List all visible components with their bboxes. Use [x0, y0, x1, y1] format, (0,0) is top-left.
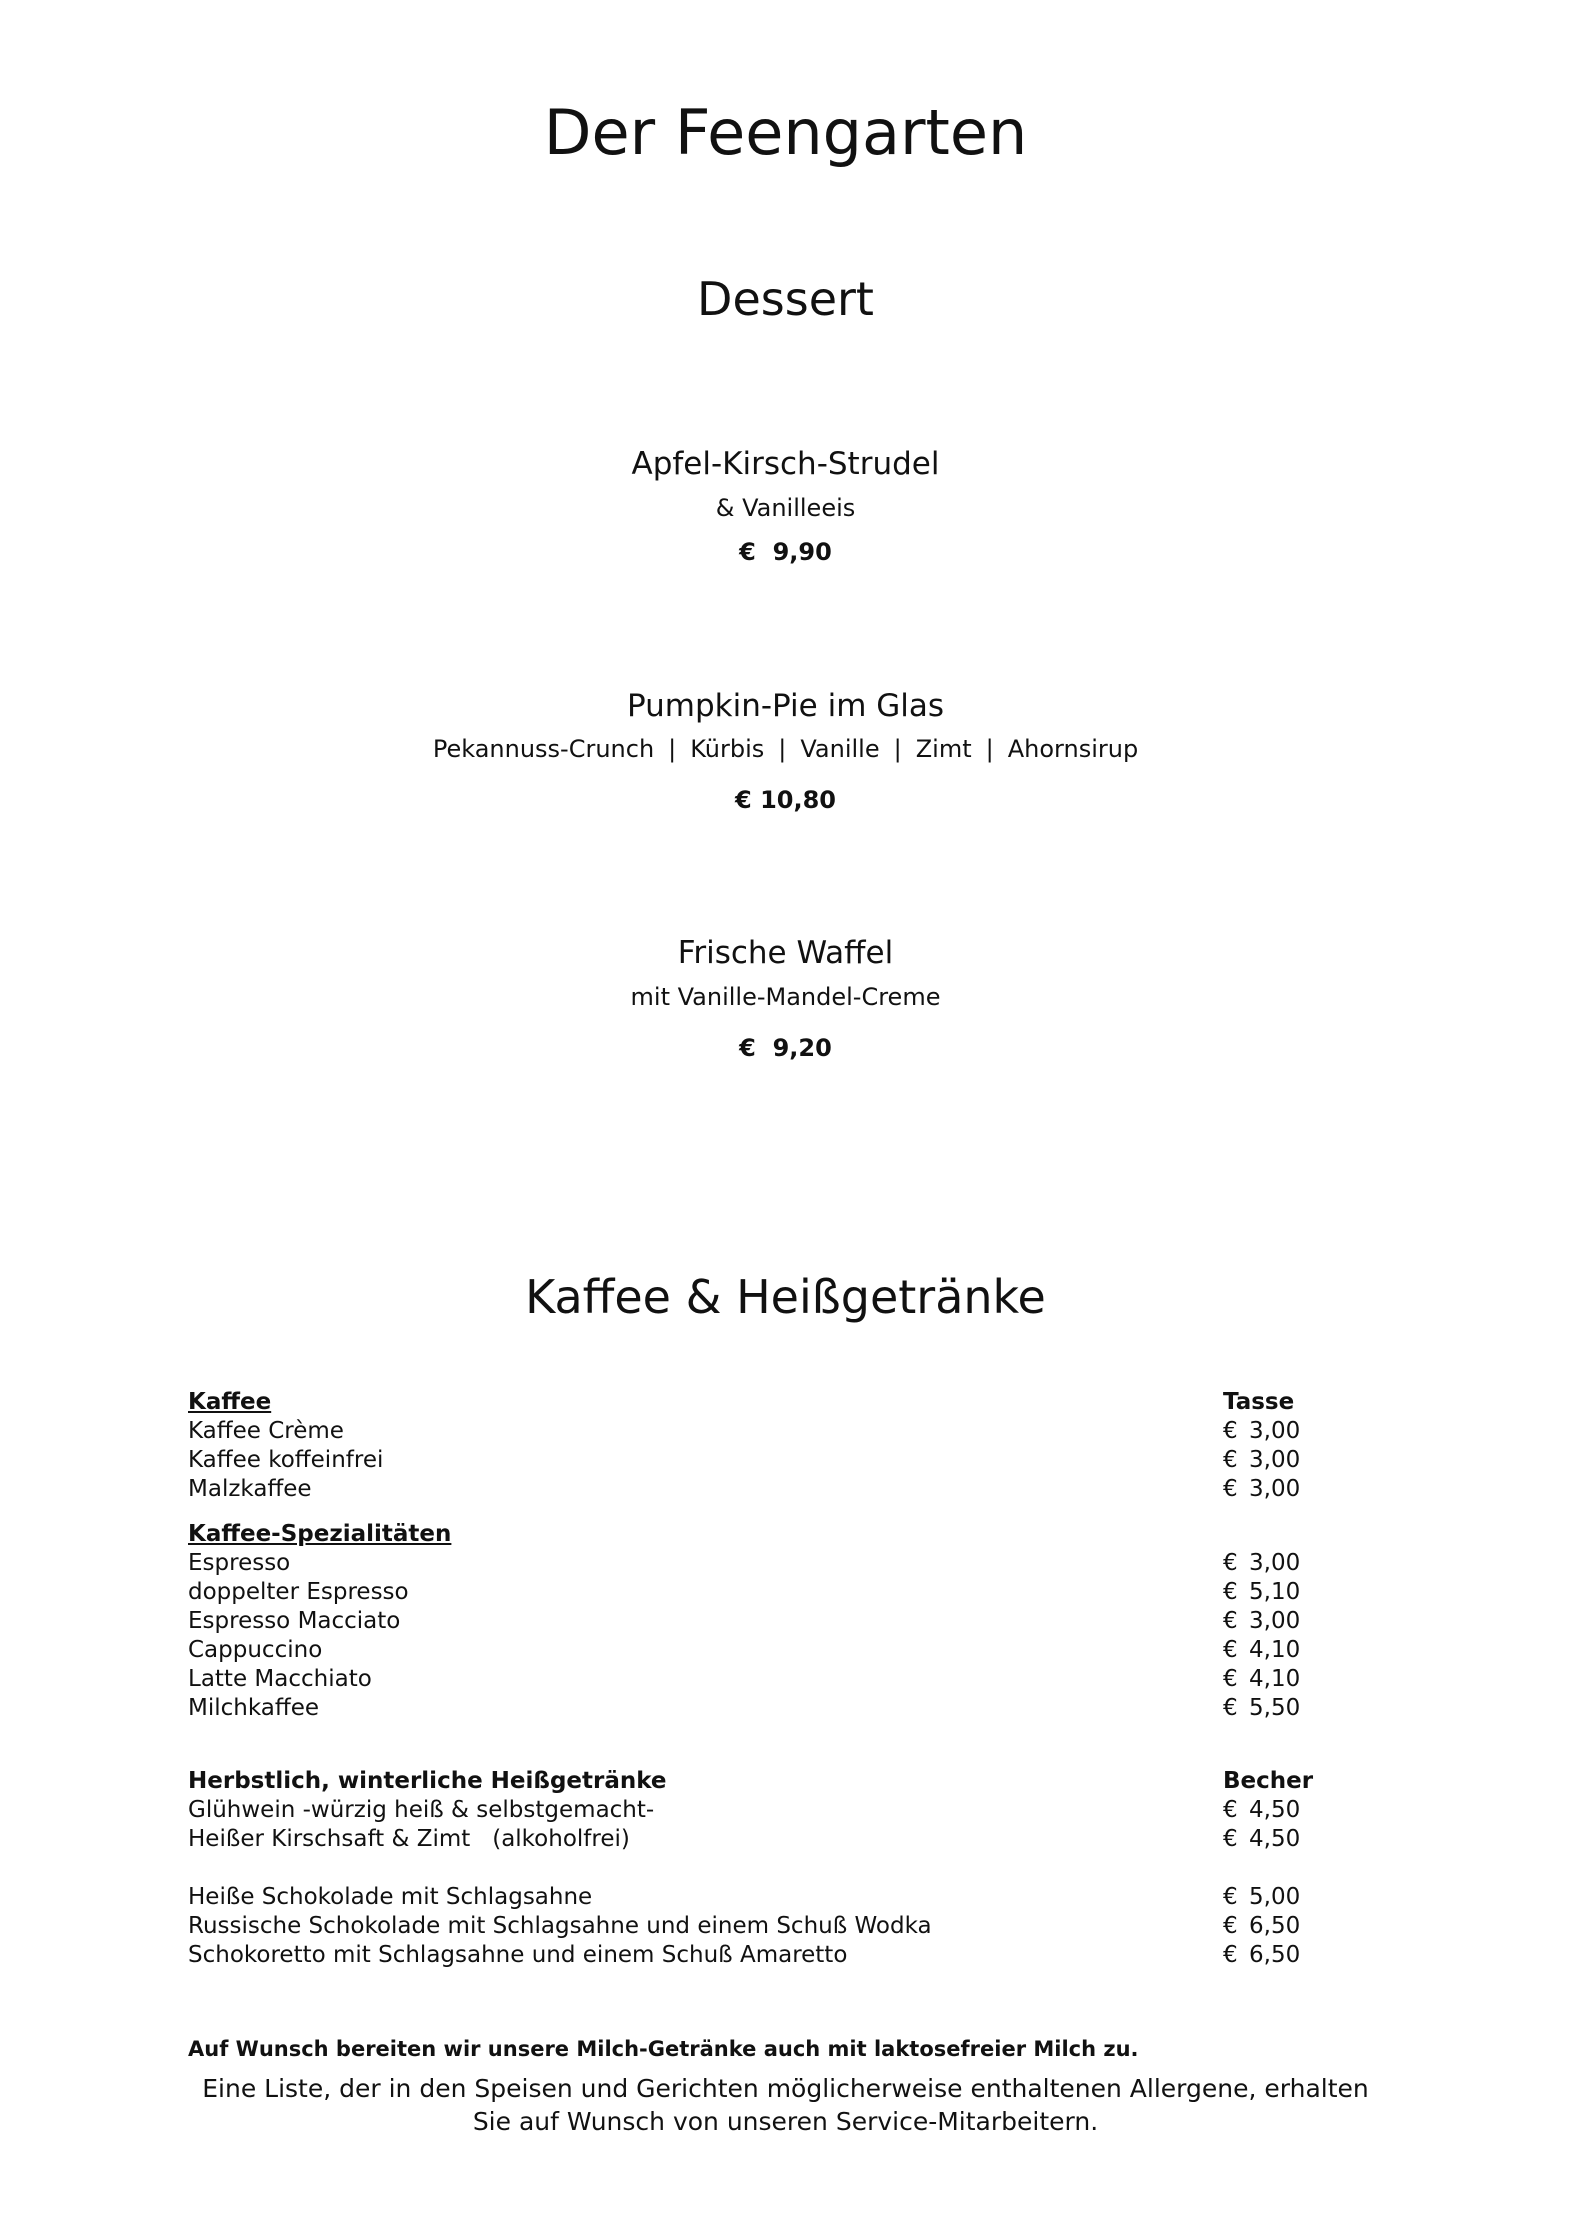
- separator: |: [778, 735, 787, 763]
- menu-row: [188, 1636, 1388, 1665]
- item-name: Russische Schokolade mit Schlagsahne und einem Schuß Wodka: [188, 1913, 932, 1939]
- separator: |: [668, 735, 677, 763]
- dessert-item-ingredients: [0, 735, 1571, 763]
- currency-symbol: €: [1223, 1418, 1238, 1444]
- price-value: 3,00: [1249, 1447, 1301, 1473]
- price-value: 5,10: [1249, 1579, 1301, 1605]
- currency-symbol: €: [739, 1034, 756, 1062]
- item-name: Heiße Schokolade mit Schlagsahne: [188, 1884, 593, 1910]
- dessert-item-price: [0, 1034, 1571, 1062]
- dessert-heading: Dessert: [697, 272, 874, 326]
- separator: |: [985, 735, 994, 763]
- menu-row: [188, 1665, 1388, 1694]
- group-header-row: [188, 1767, 1388, 1796]
- item-name: doppelter Espresso: [188, 1579, 409, 1605]
- item-price: [1223, 1607, 1300, 1636]
- group-header-row: [188, 1388, 1388, 1417]
- currency-symbol: €: [1223, 1942, 1238, 1968]
- menu-row: [188, 1912, 1388, 1941]
- group-header-row: [188, 1520, 1388, 1549]
- item-name: Latte Macchiato: [188, 1666, 372, 1692]
- price-value: 10,80: [760, 786, 836, 814]
- menu-row: [188, 1578, 1388, 1607]
- item-price: [1223, 1694, 1300, 1723]
- ingredient: Pekannuss-Crunch: [432, 735, 655, 763]
- item-price: [1223, 1578, 1300, 1607]
- item-name: Espresso: [188, 1550, 291, 1576]
- unit-label: Tasse: [1223, 1389, 1295, 1415]
- price-value: 5,50: [1249, 1695, 1301, 1721]
- dessert-item-price: [0, 538, 1571, 566]
- separator: |: [893, 735, 902, 763]
- item-name: Espresso Macciato: [188, 1608, 401, 1634]
- ingredient: Kürbis: [690, 735, 765, 763]
- currency-symbol: €: [1223, 1550, 1238, 1576]
- menu-row: [188, 1825, 1388, 1854]
- currency-symbol: €: [1223, 1695, 1238, 1721]
- item-price: [1223, 1549, 1300, 1578]
- item-name: Milchkaffee: [188, 1695, 320, 1721]
- drinks-heading: Kaffee & Heißgetränke: [525, 1270, 1046, 1324]
- price-value: 3,00: [1249, 1476, 1301, 1502]
- page-title: Der Feengarten: [543, 96, 1028, 169]
- currency-symbol: €: [1223, 1579, 1238, 1605]
- unit-label: Becher: [1223, 1768, 1314, 1794]
- ingredient: Zimt: [915, 735, 972, 763]
- currency-symbol: €: [1223, 1447, 1238, 1473]
- item-name: Cappuccino: [188, 1637, 323, 1663]
- drinks-menu: [188, 1388, 1388, 1970]
- dessert-item-description: & Vanilleeis: [715, 494, 856, 522]
- currency-symbol: €: [1223, 1826, 1238, 1852]
- price-value: 9,20: [772, 1034, 832, 1062]
- item-name: Malzkaffee: [188, 1476, 312, 1502]
- price-value: 3,00: [1249, 1418, 1301, 1444]
- currency-symbol: €: [735, 786, 752, 814]
- menu-row: [188, 1549, 1388, 1578]
- allergen-note-line: Sie auf Wunsch von unseren Service-Mitarbeitern.: [472, 2107, 1099, 2136]
- item-price: [1223, 1883, 1300, 1912]
- group-label: Kaffee-Spezialitäten: [188, 1521, 452, 1547]
- price-value: 5,00: [1249, 1884, 1301, 1910]
- currency-symbol: €: [1223, 1476, 1238, 1502]
- item-price: [1223, 1665, 1300, 1694]
- item-price: [1223, 1475, 1300, 1504]
- item-price: [1223, 1446, 1300, 1475]
- price-value: 4,50: [1249, 1826, 1301, 1852]
- price-value: 6,50: [1249, 1942, 1301, 1968]
- currency-symbol: €: [1223, 1637, 1238, 1663]
- item-name: Kaffee Crème: [188, 1418, 344, 1444]
- currency-symbol: €: [1223, 1913, 1238, 1939]
- item-price: [1223, 1941, 1300, 1970]
- allergen-note: [0, 2072, 1571, 2138]
- price-value: 4,10: [1249, 1666, 1301, 1692]
- menu-row: [188, 1941, 1388, 1970]
- dessert-item-name: Apfel-Kirsch-Strudel: [631, 446, 940, 482]
- currency-symbol: €: [1223, 1797, 1238, 1823]
- item-price: [1223, 1825, 1300, 1854]
- ingredient: Ahornsirup: [1007, 735, 1139, 763]
- menu-row: [188, 1883, 1388, 1912]
- item-price: [1223, 1912, 1300, 1941]
- menu-row: [188, 1694, 1388, 1723]
- price-value: 4,10: [1249, 1637, 1301, 1663]
- item-name: Glühwein -würzig heiß & selbstgemacht-: [188, 1797, 655, 1823]
- group-label: Kaffee: [188, 1389, 272, 1415]
- menu-row: [188, 1417, 1388, 1446]
- item-price: [1223, 1796, 1300, 1825]
- menu-row: [188, 1446, 1388, 1475]
- price-value: 9,90: [772, 538, 832, 566]
- dessert-item-price: [0, 786, 1571, 814]
- item-name: Heißer Kirschsaft & Zimt (alkoholfrei): [188, 1826, 630, 1852]
- price-value: 6,50: [1249, 1913, 1301, 1939]
- menu-row: [188, 1475, 1388, 1504]
- menu-row: [188, 1607, 1388, 1636]
- item-name: Kaffee koffeinfrei: [188, 1447, 384, 1473]
- currency-symbol: €: [1223, 1666, 1238, 1692]
- ingredient: Vanille: [800, 735, 880, 763]
- menu-row: [188, 1796, 1388, 1825]
- item-price: [1223, 1636, 1300, 1665]
- price-value: 4,50: [1249, 1797, 1301, 1823]
- group-label: Herbstlich, winterliche Heißgetränke: [188, 1768, 667, 1794]
- currency-symbol: €: [739, 538, 756, 566]
- lactose-note: Auf Wunsch bereiten wir unsere Milch-Getränke auch mit laktosefreier Milch zu.: [188, 2037, 1139, 2061]
- currency-symbol: €: [1223, 1884, 1238, 1910]
- dessert-item-name: Frische Waffel: [677, 935, 894, 971]
- currency-symbol: €: [1223, 1608, 1238, 1634]
- item-price: [1223, 1417, 1300, 1446]
- price-value: 3,00: [1249, 1608, 1301, 1634]
- item-name: Schokoretto mit Schlagsahne und einem Schuß Amaretto: [188, 1942, 848, 1968]
- dessert-item-description: mit Vanille-Mandel-Creme: [630, 983, 941, 1011]
- allergen-note-line: Eine Liste, der in den Speisen und Gerichten möglicherweise enthaltenen Allergene, erhalten: [202, 2074, 1369, 2103]
- price-value: 3,00: [1249, 1550, 1301, 1576]
- dessert-item-name: Pumpkin-Pie im Glas: [626, 688, 945, 724]
